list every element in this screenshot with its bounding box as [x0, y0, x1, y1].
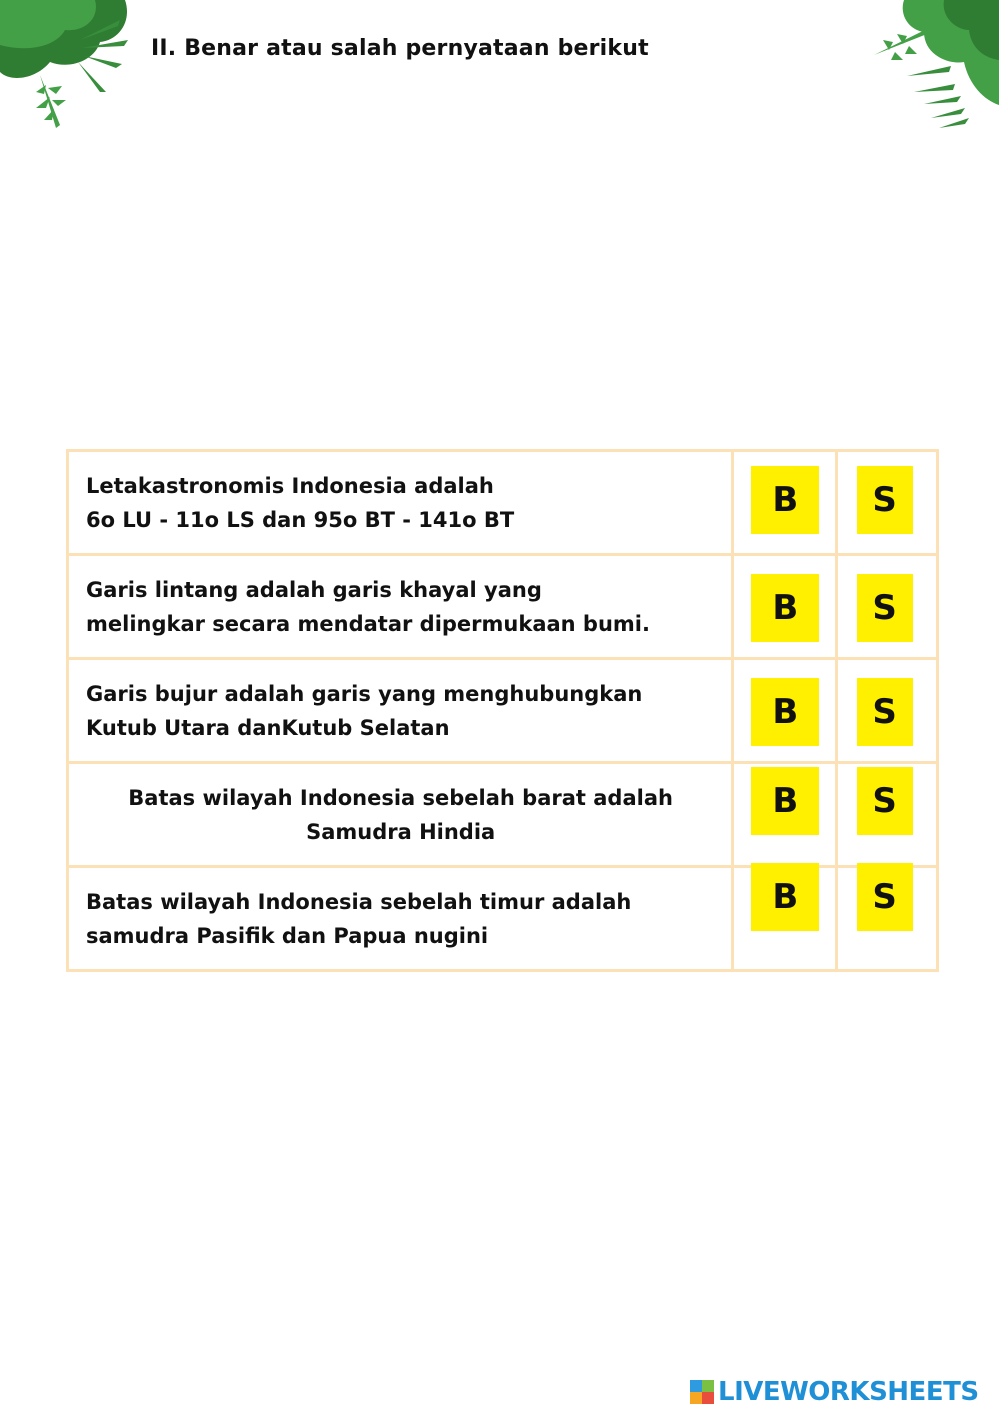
leaf-decoration-top-right — [869, 0, 999, 135]
logo-text: LIVEWORKSHEETS — [718, 1377, 979, 1407]
statement-text: Garis bujur adalah garis yang menghubungkan Kutub Utara danKutub Selatan — [86, 681, 643, 740]
false-answer-button[interactable]: S — [857, 678, 913, 746]
statement-text: Letakastronomis Indonesia adalah 6o LU - 11o LS dan 95o BT - 141o BT — [86, 473, 515, 532]
statement-text: Batas wilayah Indonesia sebelah timur adalah samudra Pasifik dan Papua nugini — [86, 889, 632, 948]
statement-row — [68, 867, 938, 971]
statement-text: Garis lintang adalah garis khayal yang melingkar secara mendatar dipermukaan bumi. — [86, 577, 650, 636]
statement-row — [68, 555, 938, 659]
false-answer-button[interactable]: S — [857, 863, 913, 931]
statement-row — [68, 763, 938, 867]
liveworksheets-logo — [690, 1377, 979, 1407]
true-false-table — [66, 449, 939, 972]
true-answer-button[interactable]: B — [751, 466, 819, 534]
true-answer-button[interactable]: B — [751, 574, 819, 642]
instruction-heading: II. Benar atau salah pernyataan berikut — [151, 36, 649, 61]
statement-row — [68, 659, 938, 763]
true-answer-button[interactable]: B — [751, 678, 819, 746]
false-answer-button[interactable]: S — [857, 574, 913, 642]
true-answer-button[interactable]: B — [751, 863, 819, 931]
leaf-decoration-top-left — [0, 0, 140, 135]
false-answer-button[interactable]: S — [857, 767, 913, 835]
statement-row — [68, 451, 938, 555]
statement-text: Batas wilayah Indonesia sebelah barat adalah Samudra Hindia — [128, 785, 673, 844]
true-answer-button[interactable]: B — [751, 767, 819, 835]
liveworksheets-logo-icon — [690, 1380, 714, 1404]
false-answer-button[interactable]: S — [857, 466, 913, 534]
